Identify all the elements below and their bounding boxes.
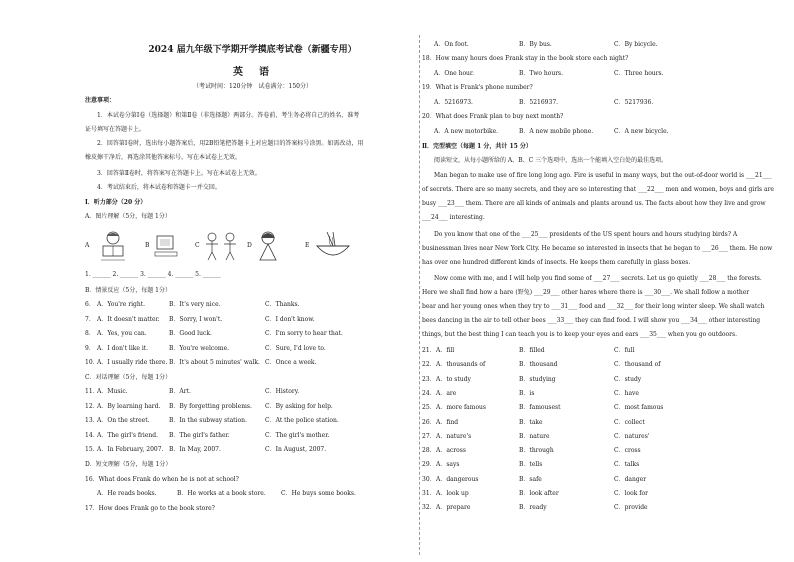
question-number: 13．	[85, 417, 99, 424]
option-c: C．By asking for help.	[265, 402, 333, 410]
option-b: B．is	[519, 389, 535, 397]
question-number: 27．	[422, 432, 436, 440]
part2-instruction: 阅读短文，从每小题所给的 A、B、C 三个选项中，选出一个能填入空白处的最佳选项。	[434, 157, 668, 164]
q20-option-a: A．A new motorbike.	[434, 128, 499, 135]
q20-option-c: C．A new bicycle.	[614, 128, 669, 135]
note-line: 2．回答第Ⅰ卷时，选出每小题答案后，用2B铅笔把答题卡上对应题目的答案标号涂黑。如需改动，用	[97, 140, 364, 147]
option-b: B．In May, 2007.	[169, 446, 221, 453]
q18-option-c: C．Three hours.	[614, 70, 664, 77]
picture-label: A	[85, 242, 90, 249]
question-17: 17．How does Frank go to the book store?	[85, 505, 215, 512]
option-a: A．look up	[436, 490, 469, 497]
kids-playing-picture	[202, 230, 242, 262]
picture-label: E	[305, 242, 310, 249]
option-b: B．It's about 5 minutes' walk.	[169, 359, 260, 366]
question-number: 30．	[422, 475, 436, 483]
option-c: C．Once a week.	[265, 359, 317, 366]
option-a: A．I usually ride there.	[97, 359, 168, 366]
question-number: 6．	[85, 301, 95, 308]
option-b: B．take	[519, 418, 543, 426]
q19-option-c: C．5217936.	[614, 99, 654, 106]
option-b: B．filled	[519, 347, 545, 354]
option-a: A．Yes, you can.	[97, 330, 147, 337]
option-a: A．You're right.	[97, 301, 146, 308]
option-c: C．provide	[614, 504, 648, 512]
option-a: A．Music.	[97, 388, 128, 395]
picture-row	[85, 230, 420, 264]
passage-line: busy ___23___ them. There are all kinds of animals and plants around us. The facts about how they live and grow	[422, 200, 766, 207]
q16-option-a: A．He reads books.	[97, 490, 157, 497]
note-line: 橡皮擦干净后，再选涂其他答案标号。写在本试卷上无效。	[85, 154, 242, 161]
option-b: B．studying	[519, 375, 556, 383]
q16-option-b: B．He works at a book store.	[177, 490, 266, 497]
section-b-heading: B．情景反应（5分，每题 1分）	[85, 287, 171, 294]
option-c: C．talks	[614, 461, 640, 469]
option-b: B．Good luck.	[169, 330, 212, 337]
option-b: B．The girl's father.	[169, 431, 230, 439]
q18-option-a: A．One hour.	[434, 70, 475, 77]
section-d-heading: D．短文理解（5分，每题 1分）	[85, 461, 172, 468]
option-a: A．to study	[436, 375, 471, 383]
girl-picture	[253, 230, 283, 262]
question-number: 21．	[422, 347, 436, 354]
option-b: B．famousest	[519, 404, 561, 412]
option-a: A．It doesn't matter.	[97, 315, 160, 323]
column-divider	[419, 35, 420, 555]
q20-option-b: B．A new mobile phone.	[519, 128, 594, 135]
picture-label: B	[145, 242, 150, 249]
note-line: 3．回答第Ⅱ卷时，将答案写在答题卡上。写在本试卷上无效。	[97, 170, 261, 177]
passage-line: bees dancing in the air to tell other bees ___33___ they can find food. I will show you ___34___ other interesting	[422, 317, 761, 324]
passage-line: businessman lives near New York City. He became so interested in insects that he began to ___26___ them. He now	[422, 245, 773, 252]
question-number: 15．	[85, 446, 99, 453]
question-number: 24．	[422, 389, 436, 397]
question-number: 29．	[422, 461, 436, 469]
option-c: C．have	[614, 389, 639, 397]
passage-line: Here we shall find how a hare (野兔) ___29___ other hares where there is ___30___. We shall follow a mother	[422, 289, 750, 296]
option-a: A．fill	[436, 347, 455, 354]
part2-heading: Ⅱ．完型填空（每题 1 分，共计 15 分）	[422, 143, 532, 150]
option-c: C．History.	[265, 388, 300, 395]
question-number: 12．	[85, 402, 99, 410]
passage-line: ___24___ interesting.	[422, 214, 485, 221]
option-c: C．I don't know.	[265, 315, 315, 323]
option-a: A．more famous	[436, 404, 487, 412]
question-number: 10．	[85, 359, 99, 366]
question-number: 31．	[422, 490, 436, 497]
option-a: A．On the street.	[97, 417, 150, 424]
question-number: 14．	[85, 431, 99, 439]
question-number: 11．	[85, 388, 99, 395]
question-number: 22．	[422, 361, 436, 369]
passage-line: bear and her young ones when they try to ___31___ food and ___32___ for their long winter sleep. We shall watch	[422, 303, 765, 310]
option-c: C．Sure, I'd love to.	[265, 344, 326, 352]
q17-option-b: B．By bus.	[519, 41, 552, 48]
option-c: C．cross	[614, 447, 641, 455]
option-a: A．In February, 2007.	[97, 446, 164, 453]
option-a: A．The girl's friend.	[97, 431, 159, 439]
option-a: A．I don't like it.	[97, 344, 149, 352]
passage-line: Man began to make use of fire long long ago. Fire is useful in many ways, but the out-of-door world is ___21___	[434, 172, 772, 179]
option-b: B．Art.	[169, 388, 191, 395]
passage-line: has over one hundred different kinds of insects. He keeps them carefully in glass boxes.	[422, 259, 691, 266]
passage-line: Now come with me, and I will help you find some of ___27___ secrets. Let us go quietly ___28___ the forests.	[434, 275, 762, 282]
option-a: A．across	[436, 447, 466, 455]
option-c: C．thousand of	[614, 361, 661, 369]
subject-title: 英 语	[233, 67, 272, 78]
notes-heading: 注意事项：	[85, 97, 116, 104]
passage-line: of secrets. There are so many secrets, and they are so interesting that ___22___ men and women, boys and girls are	[422, 186, 774, 193]
option-b: B．It's very nice.	[169, 301, 221, 308]
question-number: 28．	[422, 447, 436, 455]
option-a: A．prepare	[436, 504, 471, 512]
q16-option-c: C．He buys some books.	[281, 490, 356, 497]
option-c: C．most famous	[614, 404, 664, 412]
passage-line: things, but the best thing I can teach you is to keep your eyes and ears ___35___ when you go outdoors.	[422, 331, 737, 338]
option-c: C．look for	[614, 490, 648, 497]
option-b: B．safe	[519, 475, 542, 483]
option-c: C．In August, 2007.	[265, 446, 327, 453]
option-b: B．You're welcome.	[169, 344, 230, 352]
noodles-bowl-picture	[313, 230, 353, 262]
question-number: 23．	[422, 375, 436, 383]
note-line: 4．考试结束后，将本试卷和答题卡一并交回。	[97, 184, 221, 191]
option-c: C．The girl's mother.	[265, 431, 330, 439]
question-number: 7．	[85, 315, 95, 323]
question-number: 26．	[422, 418, 436, 426]
option-c: C．Thanks.	[265, 301, 300, 308]
option-c: C．full	[614, 347, 635, 354]
girl-reading-picture	[95, 230, 131, 262]
option-c: C．At the police station.	[265, 417, 339, 424]
q17-option-c: C．By bicycle.	[614, 41, 658, 48]
picture-label: C	[195, 242, 200, 249]
option-a: A．find	[436, 418, 459, 426]
option-c: C．I'm sorry to hear that.	[265, 330, 343, 337]
picture-answer-blanks: 1. ______ 2. ______ 3. ______ 4. ______ 5. ______	[85, 271, 221, 278]
q19-option-b: B．5216937.	[519, 99, 559, 106]
question-number: 8．	[85, 330, 95, 337]
computer-picture	[153, 230, 183, 262]
question-18: 18．How many hours does Frank stay in the book store each night?	[422, 55, 629, 62]
q19-option-a: A．5216973.	[434, 99, 473, 106]
option-b: B．nature	[519, 432, 550, 440]
option-b: B．through	[519, 447, 554, 455]
question-number: 25．	[422, 404, 436, 412]
question-19: 19．What is Frank's phone number?	[422, 84, 533, 91]
exam-title: 2024 届九年级下学期开学摸底考试卷（新疆专用）	[148, 45, 357, 55]
option-b: B．ready	[519, 504, 547, 512]
option-c: C．natures'	[614, 432, 650, 440]
option-a: A．dangerous	[436, 475, 479, 483]
section-c-heading: C．对话理解（5分，每题 1分）	[85, 374, 172, 381]
option-c: C．danger	[614, 475, 647, 483]
option-c: C．study	[614, 375, 642, 383]
question-16: 16．What does Frank do when he is not at school?	[85, 476, 239, 483]
option-b: B．look after	[519, 490, 559, 497]
picture-label: D	[247, 242, 252, 249]
passage-line: Do you know that one of the ___25___ presidents of the US spent hours and hours studying birds? A	[434, 231, 738, 238]
option-b: B．By forgetting problems.	[169, 402, 252, 410]
option-b: B．Sorry, I won't.	[169, 315, 223, 323]
q18-option-b: B．Two hours.	[519, 70, 564, 77]
part1-heading: Ⅰ．听力部分（20 分）	[85, 199, 147, 206]
option-b: B．In the subway station.	[169, 417, 247, 424]
section-a-heading: A．图片理解（5分，每题 1分）	[85, 213, 171, 220]
q17-option-a: A．On foot.	[434, 41, 469, 48]
note-line: 1．本试卷分第Ⅰ卷（选择题）和第Ⅱ卷（非选择题）两部分。答卷前，考生务必将自己的姓名、准考	[97, 112, 360, 119]
question-number: 32．	[422, 504, 436, 512]
question-number: 9．	[85, 344, 95, 352]
option-a: A．thousands of	[436, 361, 486, 369]
note-line: 证号填写在答题卡上。	[85, 126, 146, 133]
question-20: 20．What does Frank plan to buy next month?	[422, 113, 564, 120]
exam-info: （考试时间：120分钟 试卷满分：150分）	[193, 83, 312, 90]
option-c: C．collect	[614, 418, 645, 426]
option-a: A．nature's	[436, 432, 472, 440]
option-b: B．thousand	[519, 361, 558, 369]
option-a: A．By learning hard.	[97, 402, 161, 410]
option-a: A．says	[436, 461, 460, 469]
option-a: A．are	[436, 389, 457, 397]
option-b: B．tells	[519, 461, 543, 469]
